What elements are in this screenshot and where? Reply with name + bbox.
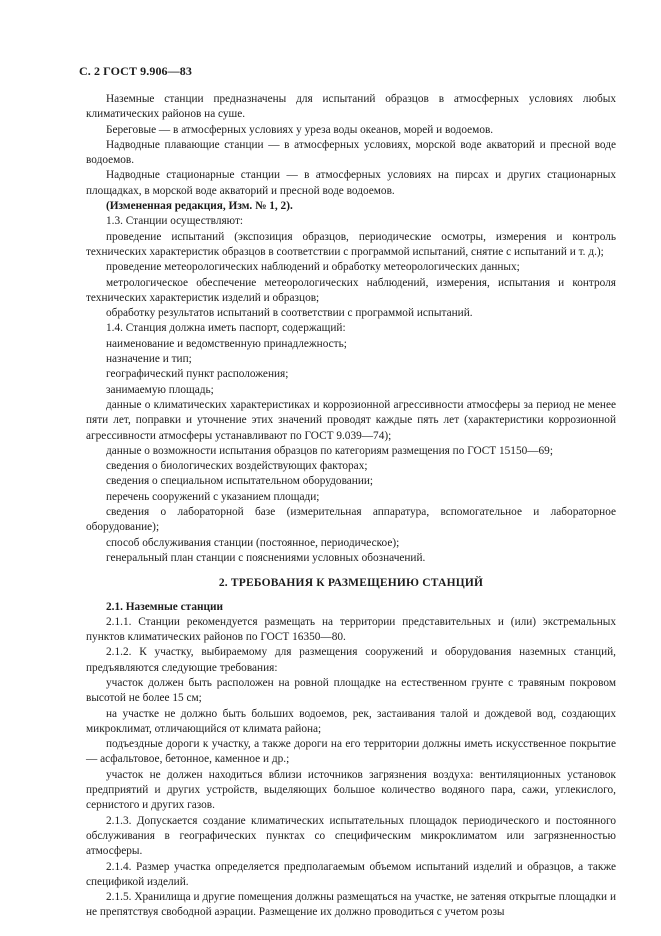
paragraph: назначение и тип; bbox=[106, 353, 192, 366]
paragraph: 2.1.4. Размер участка определяется предполагаемым объемом испытаний изделий и образцов, а также спецификой изделий. bbox=[86, 860, 616, 888]
paragraph: проведение метеорологических наблюдений и обработку метеорологических данных; bbox=[106, 261, 520, 274]
section-2-text bbox=[86, 615, 616, 921]
paragraph: Наземные станции предназначены для испытаний образцов в атмосферных условиях любых климатических районов на суше. bbox=[86, 93, 616, 121]
paragraph: перечень сооружений с указанием площади; bbox=[106, 490, 320, 503]
paragraph: Надводные плавающие станции — в атмосферных условиях, морской воде акваторий и пресной воде водоемов. bbox=[86, 138, 616, 167]
section-1-text bbox=[86, 92, 616, 566]
paragraph: генеральный план станции с пояснениями условных обозначений. bbox=[106, 551, 426, 564]
paragraph: сведения о лабораторной базе (измерительная аппаратура, вспомогательное и лабораторное оборудование); bbox=[86, 506, 616, 534]
paragraph: занимаемую площадь; bbox=[106, 383, 214, 396]
paragraph: на участке не должно быть больших водоемов, рек, застаивания талой и дождевой вод, создающих микроклимат, отличающийся от климата района; bbox=[86, 707, 616, 735]
paragraph: 1.4. Станция должна иметь паспорт, содержащий: bbox=[106, 322, 346, 335]
paragraph: данные о возможности испытания образцов по категориям размещения по ГОСТ 15150—69; bbox=[106, 444, 553, 457]
document-body bbox=[86, 92, 616, 921]
paragraph: обработку результатов испытаний в соответствии с программой испытаний. bbox=[106, 307, 473, 320]
subsection-2-1-title: 2.1. Наземные станции bbox=[106, 600, 224, 613]
paragraph: проведение испытаний (экспозиция образцов, периодические осмотры, измерения и контроль технических характеристик образцов в соответствии с программой испытаний, снятие с испытаний и т. д.); bbox=[86, 230, 616, 258]
paragraph: географический пункт расположения; bbox=[106, 368, 289, 381]
paragraph: данные о климатических характеристиках и коррозионной агрессивности атмосферы за период не менее пяти лет, поправки и уточнение этих значений проводят каждые пять лет (характеристики коррозионной агрессивности атмосферы устанавливают по ГОСТ 9.039—74); bbox=[86, 398, 616, 442]
paragraph: сведения о специальном испытательном оборудовании; bbox=[106, 475, 374, 488]
paragraph: 2.1.5. Хранилища и другие помещения должны размещаться на участке, не затеняя открытые площадки и не препятствуя свободной аэрации. Размещение их должно проводиться с учетом розы bbox=[86, 891, 616, 919]
paragraph: (Измененная редакция, Изм. № 1, 2). bbox=[106, 200, 293, 213]
paragraph: 2.1.2. К участку, выбираемому для размещения сооружений и оборудования наземных станций, предъявляются следующие требования: bbox=[86, 646, 616, 674]
section-2-title: 2. ТРЕБОВАНИЯ К РАЗМЕЩЕНИЮ СТАНЦИЙ bbox=[218, 577, 484, 590]
paragraph: Береговые — в атмосферных условиях у уреза воды океанов, морей и водоемов. bbox=[106, 123, 494, 136]
paragraph: 2.1.3. Допускается создание климатических испытательных площадок периодического и постоянного обслуживания в географических пунктах со специфическим микроклиматом или загрязненностью атмосферы. bbox=[86, 814, 616, 858]
paragraph: подъездные дороги к участку, а также дороги на его территории должны иметь искусственное покрытие — асфальтовое, бетонное, каменное и др.; bbox=[86, 738, 616, 766]
paragraph: Надводные стационарные станции — в атмосферных условиях на пирсах и других стационарных площадках, в морской воде акваторий и пресной воде водоемов. bbox=[86, 169, 616, 197]
paragraph: участок должен быть расположен на ровной площадке на естественном грунте с травяным покровом высотой не более 15 см; bbox=[86, 676, 616, 705]
paragraph: наименование и ведомственную принадлежность; bbox=[106, 337, 347, 350]
page-header: С. 2 ГОСТ 9.906—83 bbox=[79, 64, 192, 78]
paragraph: 1.3. Станции осуществляют: bbox=[106, 215, 244, 228]
paragraph: сведения о биологических воздействующих факторах; bbox=[106, 460, 368, 473]
paragraph: 2.1.1. Станции рекомендуется размещать на территории представительных и (или) экстремальных пунктов климатических районов по ГОСТ 16350—80. bbox=[86, 615, 616, 644]
paragraph: способ обслуживания станции (постоянное, периодическое); bbox=[106, 536, 400, 549]
paragraph: метрологическое обеспечение метеорологических наблюдений, измерения, испытания и контроля технических характеристик изделий и образцов; bbox=[86, 276, 616, 304]
paragraph: участок не должен находиться вблизи источников загрязнения воздуха: вентиляционных установок предприятий и других устройств, выделяющих большое количество водяного пара, сажи, углекислого, сернистого и других газов. bbox=[86, 768, 616, 812]
